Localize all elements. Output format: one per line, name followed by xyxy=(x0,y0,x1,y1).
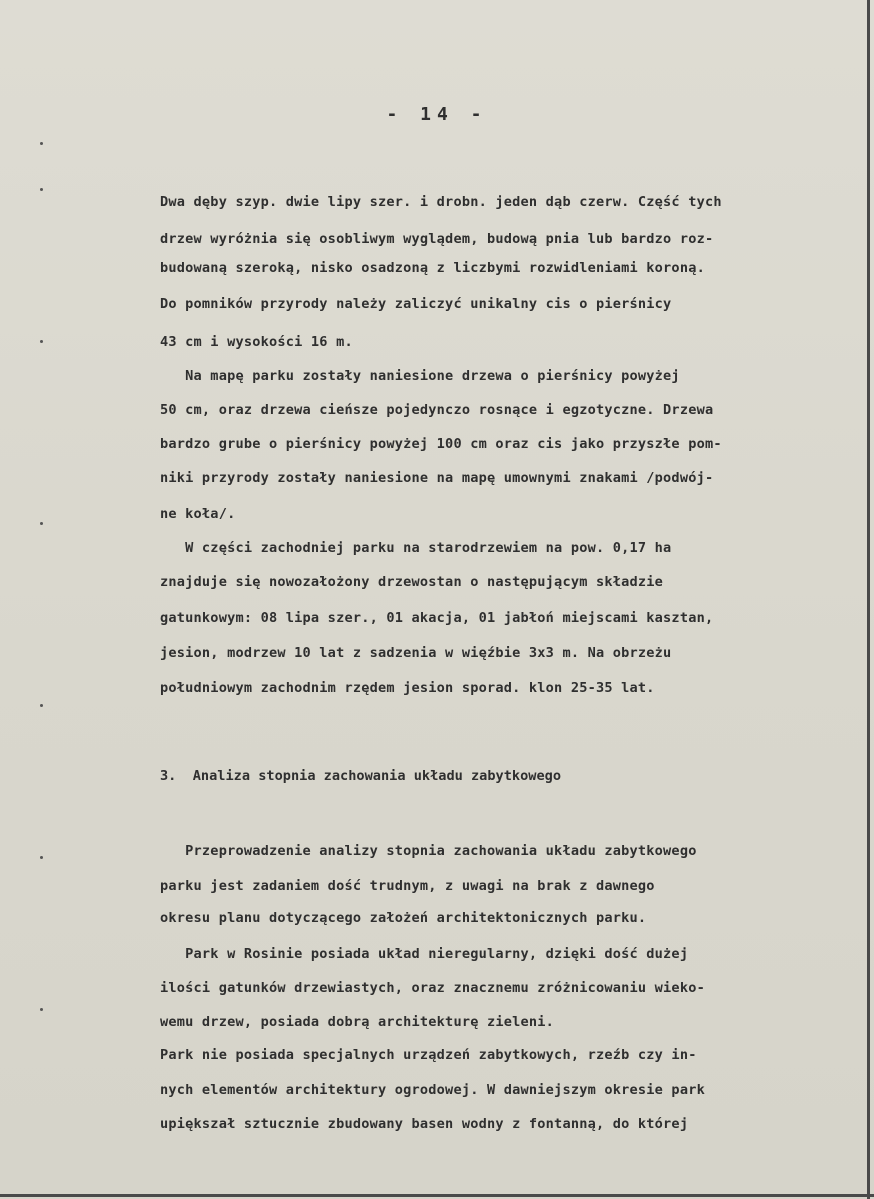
text-line: niki przyrody zostały naniesione na mapę umownymi znakami /podwój- xyxy=(160,470,714,486)
text-line: 43 cm i wysokości 16 m. xyxy=(160,334,353,350)
margin-dot xyxy=(40,340,43,343)
margin-dot xyxy=(40,1008,43,1011)
text-line: gatunkowym: 08 lipa szer., 01 akacja, 01 jabłoń miejscami kasztan, xyxy=(160,610,714,626)
text-line: budowaną szeroką, nisko osadzoną z liczbymi rozwidleniami koroną. xyxy=(160,260,705,276)
scan-border-right xyxy=(867,0,870,1199)
text-line: wemu drzew, posiada dobrą architekturę zieleni. xyxy=(160,1014,555,1030)
text-line: 50 cm, oraz drzewa cieńsze pojedynczo rosnące i egzotyczne. Drzewa xyxy=(160,402,714,418)
text-line: jesion, modrzew 10 lat z sadzenia w więźbie 3x3 m. Na obrzeżu xyxy=(160,645,672,661)
text-line: Dwa dęby szyp. dwie lipy szer. i drobn. jeden dąb czerw. Część tych xyxy=(160,194,722,210)
text-line: ne koła/. xyxy=(160,506,236,522)
text-line: południowym zachodnim rzędem jesion sporad. klon 25-35 lat. xyxy=(160,680,655,696)
text-line: bardzo grube o pierśnicy powyżej 100 cm oraz cis jako przyszłe pom- xyxy=(160,436,722,452)
text-line: Przeprowadzenie analizy stopnia zachowania układu zabytkowego xyxy=(160,843,697,859)
text-line: ilości gatunków drzewiastych, oraz znacznemu zróżnicowaniu wieko- xyxy=(160,980,705,996)
text-line: W części zachodniej parku na starodrzewiem na pow. 0,17 ha xyxy=(160,540,672,556)
margin-dot xyxy=(40,522,43,525)
text-line: parku jest zadaniem dość trudnym, z uwagi na brak z dawnego xyxy=(160,878,655,894)
text-line: okresu planu dotyczącego założeń architektonicznych parku. xyxy=(160,910,647,926)
text-line: Na mapę parku zostały naniesione drzewa o pierśnicy powyżej xyxy=(160,368,680,384)
text-line: Park nie posiada specjalnych urządzeń zabytkowych, rzeźb czy in- xyxy=(160,1047,697,1063)
margin-dot xyxy=(40,188,43,191)
text-line: Park w Rosinie posiada układ nieregularny, dzięki dość dużej xyxy=(160,946,689,962)
page-number: - 14 - xyxy=(386,104,488,125)
text-line: nych elementów architektury ogrodowej. W dawniejszym okresie park xyxy=(160,1082,705,1098)
section-heading: 3. Analiza stopnia zachowania układu zabytkowego xyxy=(160,768,562,784)
text-line: znajduje się nowozałożony drzewostan o następującym składzie xyxy=(160,574,664,590)
text-line: Do pomników przyrody należy zaliczyć unikalny cis o pierśnicy xyxy=(160,296,672,312)
text-line: drzew wyróżnia się osobliwym wyglądem, budową pnia lub bardzo roz- xyxy=(160,231,714,247)
margin-dot xyxy=(40,142,43,145)
margin-dot xyxy=(40,856,43,859)
scan-border-bottom xyxy=(0,1194,874,1197)
text-line: upiększał sztucznie zbudowany basen wodny z fontanną, do której xyxy=(160,1116,689,1132)
margin-dot xyxy=(40,704,43,707)
